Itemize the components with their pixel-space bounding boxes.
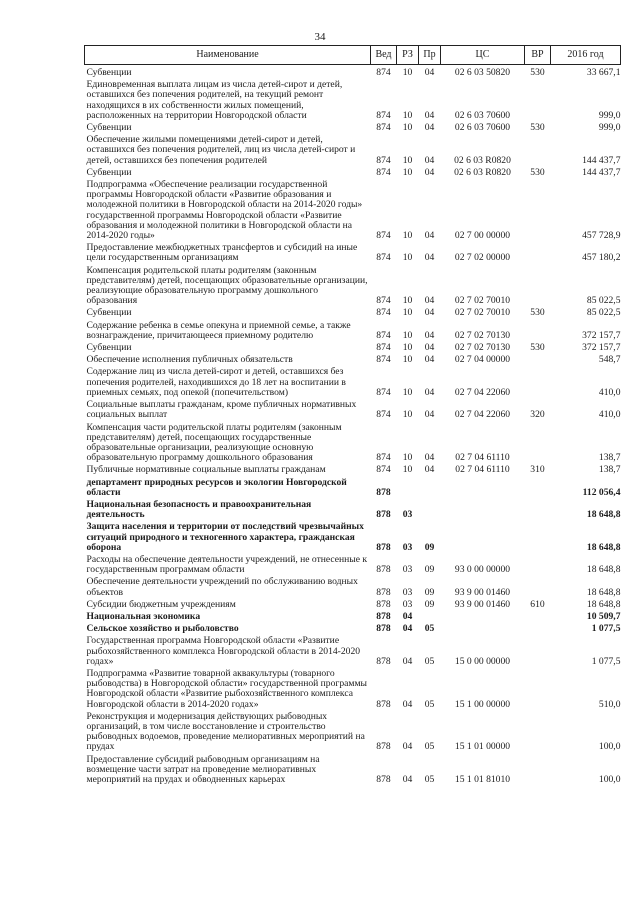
row-cs [441, 623, 525, 635]
row-cs: 02 7 04 22060 [454, 386, 511, 398]
row-ved: 874 [376, 295, 391, 307]
table-row [85, 499, 621, 521]
row-vr [525, 422, 551, 465]
row-rz: 04 [402, 610, 413, 622]
row-vr [525, 354, 551, 366]
row-vr [525, 79, 551, 122]
row-rz: 10 [402, 386, 413, 398]
row-pr: 04 [424, 252, 435, 264]
row-pr [419, 611, 441, 623]
row-ved: 874 [376, 67, 391, 78]
row-ved: 874 [376, 122, 391, 134]
row-rz: 10 [402, 452, 413, 464]
table-row [85, 422, 621, 465]
row-ved: 878 [376, 623, 391, 635]
row-rz: 10 [402, 354, 413, 366]
header-ved: Вед [371, 46, 397, 65]
row-pr: 05 [424, 623, 435, 635]
table-row [85, 554, 621, 576]
row-cs: 02 7 02 70130 [454, 342, 511, 354]
table-row [85, 179, 621, 242]
row-ved: 878 [376, 774, 391, 785]
header-vr: ВР [525, 46, 551, 65]
row-name: Содержание ребенка в семье опекуна и приемной семье, а также вознаграждение, причитающееся приемному родителю [86, 319, 351, 341]
row-vr [525, 521, 551, 554]
row-rz: 04 [402, 698, 413, 710]
row-name: Обеспечение деятельности учреждений по обслуживанию водных объектов [86, 576, 358, 598]
row-cs: 02 6 03 R0820 [454, 166, 511, 178]
row-amount: 138,7 [598, 452, 621, 464]
row-cs: 02 7 02 70010 [454, 295, 511, 307]
row-pr: 04 [424, 329, 435, 341]
row-rz: 10 [402, 122, 413, 134]
row-amount: 144 437,7 [582, 154, 621, 166]
row-cs: 02 6 03 70600 [454, 122, 511, 134]
row-rz: 03 [402, 509, 413, 521]
row-name: Субвенции [86, 307, 132, 319]
row-pr: 09 [424, 586, 435, 598]
row-vr [525, 499, 551, 521]
row-pr: 09 [424, 541, 435, 553]
row-amount: 410,0 [598, 386, 621, 398]
row-rz [397, 477, 419, 499]
row-amount: 18 648,8 [586, 541, 621, 553]
row-cs: 02 7 02 70010 [454, 307, 511, 319]
row-amount: 18 648,8 [586, 509, 621, 521]
row-pr: 04 [424, 230, 435, 242]
table-row [85, 167, 621, 179]
row-pr: 04 [424, 166, 435, 178]
row-cs: 15 1 01 81010 [454, 774, 511, 785]
row-name: Реконструкция и модернизация действующих рыбоводных организаций, в том числе восстановление и строительство рыбоводных водоемов, проведение мелиоративных мероприятий на прудах [86, 710, 365, 753]
row-rz: 04 [402, 774, 413, 785]
table-row [85, 134, 621, 167]
table-row [85, 65, 621, 80]
row-vr: 530 [530, 67, 545, 78]
row-cs: 02 7 04 61110 [455, 464, 510, 476]
row-cs: 02 6 03 70600 [454, 109, 511, 121]
table-row [85, 464, 621, 476]
row-amount: 999,0 [598, 122, 621, 134]
row-name: Обеспечение исполнения публичных обязательств [86, 354, 293, 366]
table-row [85, 307, 621, 319]
row-amount: 457 180,2 [582, 252, 621, 264]
row-vr [525, 134, 551, 167]
row-pr: 05 [424, 698, 435, 710]
row-pr: 04 [424, 154, 435, 166]
row-cs [441, 477, 525, 499]
row-cs: 93 0 00 00000 [454, 564, 511, 576]
row-rz: 10 [402, 342, 413, 354]
row-name: Расходы на обеспечение деятельности учреждений, не отнесенные к государственным программам области [86, 553, 368, 576]
row-name: Подпрограмма «Развитие товарной аквакультуры (товарного рыбоводства) в Новгородской области» государственной программы Новгородской области «Развитие рыбохозяйственного комплекса Новгородской области в 2014-2020 годах» [86, 667, 367, 710]
row-vr: 310 [530, 464, 545, 476]
row-ved: 878 [376, 598, 391, 610]
row-amount: 1 077,5 [591, 655, 621, 667]
row-amount: 999,0 [598, 109, 621, 121]
row-ved: 874 [376, 329, 391, 341]
header-name: Наименование [85, 46, 371, 65]
row-rz: 10 [402, 154, 413, 166]
row-cs: 02 6 03 R0820 [454, 154, 511, 166]
row-amount: 138,7 [598, 464, 621, 476]
row-vr [525, 242, 551, 264]
row-pr [419, 477, 441, 499]
header-year: 2016 год [551, 46, 621, 65]
row-pr: 04 [424, 67, 435, 78]
row-ved: 874 [376, 166, 391, 178]
row-rz: 10 [402, 329, 413, 341]
row-vr: 320 [530, 409, 545, 421]
row-ved: 878 [376, 486, 391, 498]
row-ved: 874 [376, 230, 391, 242]
row-pr: 09 [424, 564, 435, 576]
row-name: Национальная безопасность и правоохранительная деятельность [86, 498, 312, 521]
row-vr [525, 576, 551, 598]
row-amount: 100,0 [598, 774, 621, 785]
row-vr [525, 635, 551, 668]
row-amount: 10 509,7 [586, 610, 621, 622]
row-ved: 878 [376, 541, 391, 553]
row-pr: 04 [424, 409, 435, 421]
row-rz: 04 [402, 623, 413, 635]
header-pr: Пр [419, 46, 441, 65]
row-amount: 410,0 [598, 409, 621, 421]
table-row [85, 623, 621, 635]
row-rz: 03 [402, 541, 413, 553]
table-row [85, 265, 621, 308]
row-cs: 02 7 04 22060 [454, 409, 511, 421]
header-cs: ЦС [441, 46, 525, 65]
row-name: Субсидии бюджетным учреждениям [86, 598, 236, 610]
table-row [85, 711, 621, 754]
row-rz: 03 [402, 598, 413, 610]
row-vr [525, 179, 551, 242]
row-amount: 85 022,5 [586, 295, 621, 307]
row-vr: 610 [530, 598, 545, 610]
table-row [85, 635, 621, 668]
table-row [85, 366, 621, 399]
table-row [85, 477, 621, 499]
row-cs: 15 0 00 00000 [454, 655, 511, 667]
table-row [85, 79, 621, 122]
row-rz: 03 [402, 586, 413, 598]
row-cs: 15 1 00 00000 [454, 698, 511, 710]
row-vr [525, 611, 551, 623]
table-row [85, 320, 621, 342]
table-body [85, 65, 621, 787]
row-cs: 02 6 03 50820 [454, 67, 511, 78]
table-row [85, 354, 621, 366]
row-cs: 02 7 04 61110 [455, 452, 510, 464]
row-name: Государственная программа Новгородской области «Развитие рыбохозяйственного комплекса Новгородской области в 2014-2020 годах» [86, 635, 361, 667]
table-header-row [85, 46, 621, 65]
row-rz: 10 [402, 252, 413, 264]
row-vr: 530 [530, 122, 545, 134]
row-pr: 04 [424, 386, 435, 398]
row-amount: 85 022,5 [586, 307, 621, 319]
table-row [85, 342, 621, 354]
row-ved: 878 [376, 610, 391, 622]
row-ved: 878 [376, 741, 391, 753]
table-row [85, 576, 621, 598]
row-amount: 548,7 [598, 354, 621, 366]
row-ved: 874 [376, 109, 391, 121]
row-vr [525, 754, 551, 787]
header-rz: РЗ [397, 46, 419, 65]
table-row [85, 754, 621, 787]
row-ved: 874 [376, 452, 391, 464]
table-row [85, 599, 621, 611]
row-ved: 874 [376, 386, 391, 398]
row-cs: 02 7 02 00000 [454, 252, 511, 264]
row-pr: 04 [424, 109, 435, 121]
row-cs [441, 611, 525, 623]
row-amount: 372 157,7 [582, 342, 621, 354]
row-vr [525, 711, 551, 754]
row-pr: 04 [424, 342, 435, 354]
row-name: Национальная экономика [86, 610, 201, 622]
row-cs [441, 499, 525, 521]
row-pr: 05 [424, 741, 435, 753]
row-rz: 10 [402, 307, 413, 319]
row-name: Субвенции [86, 67, 132, 78]
row-vr [525, 554, 551, 576]
row-vr [525, 623, 551, 635]
row-name: Предоставление субсидий рыбоводным организациям на возмещение части затрат на проведение мелиоративных мероприятий на прудах и обводненных карьерах [86, 753, 320, 785]
row-name: Защита населения и территории от последствий чрезвычайных ситуаций природного и техногенного характера, гражданская оборона [86, 521, 364, 553]
row-name: Сельское хозяйство и рыболовство [86, 623, 239, 635]
row-cs: 93 9 00 01460 [454, 586, 511, 598]
page-number: 34 [314, 31, 326, 43]
row-pr: 05 [424, 774, 435, 785]
table-row [85, 242, 621, 264]
row-amount: 100,0 [598, 741, 621, 753]
row-name: Субвенции [86, 166, 132, 178]
row-ved: 874 [376, 409, 391, 421]
row-vr: 530 [530, 342, 545, 354]
row-rz: 10 [402, 230, 413, 242]
row-ved: 878 [376, 586, 391, 598]
row-cs: 02 7 04 00000 [454, 354, 511, 366]
row-cs: 93 9 00 01460 [454, 598, 511, 610]
row-pr: 04 [424, 452, 435, 464]
row-name: департамент природных ресурсов и экологии Новгородской области [86, 476, 347, 498]
row-ved: 878 [376, 509, 391, 521]
row-pr: 04 [424, 354, 435, 366]
row-name: Компенсация части родительской платы родителям (законным представителям) детей, посещающих государственные образовательные организации, реализующие основную образовательную программу дошкольного образования [86, 421, 342, 464]
row-amount: 372 157,7 [582, 329, 621, 341]
row-pr: 04 [424, 464, 435, 476]
row-pr: 09 [424, 598, 435, 610]
row-pr: 04 [424, 122, 435, 134]
row-vr: 530 [530, 166, 545, 178]
row-rz: 04 [402, 655, 413, 667]
row-ved: 878 [376, 655, 391, 667]
table-row [85, 399, 621, 421]
row-rz: 10 [402, 295, 413, 307]
table-row [85, 611, 621, 623]
table-row [85, 668, 621, 711]
row-amount: 18 648,8 [586, 586, 621, 598]
row-cs: 15 1 01 00000 [454, 741, 511, 753]
row-amount: 18 648,8 [586, 598, 621, 610]
row-amount: 510,0 [598, 698, 621, 710]
row-cs: 02 7 00 00000 [454, 230, 511, 242]
row-amount: 112 056,4 [582, 486, 621, 498]
row-vr [525, 366, 551, 399]
row-pr: 05 [424, 655, 435, 667]
row-name: Социальные выплаты гражданам, кроме публичных нормативных социальных выплат [86, 399, 357, 421]
row-rz: 10 [402, 109, 413, 121]
row-pr: 04 [424, 295, 435, 307]
row-pr [419, 499, 441, 521]
row-name: Обеспечение жилыми помещениями детей-сирот и детей, оставшихся без попечения родителей, лиц из числа детей-сирот и детей, оставшихся без попечения родителей [86, 134, 356, 166]
row-ved: 874 [376, 252, 391, 264]
row-rz: 10 [402, 409, 413, 421]
row-name: Публичные нормативные социальные выплаты гражданам [86, 464, 326, 476]
row-ved: 878 [376, 564, 391, 576]
row-rz: 03 [402, 564, 413, 576]
row-name: Единовременная выплата лицам из числа детей-сирот и детей, оставшихся без попечения родителей, на текущий ремонт находящихся в их собственности жилых помещений, расположенных на территории Новгородской области [86, 79, 343, 121]
row-amount: 1 077,5 [591, 623, 621, 635]
row-rz: 10 [402, 166, 413, 178]
row-rz: 10 [402, 464, 413, 476]
row-name: Содержание лиц из числа детей-сирот и детей, оставшихся без попечения родителей, находившихся до 18 лет на воспитании в приемных семьях, под опекой (попечительством) [86, 366, 346, 398]
row-pr: 04 [424, 307, 435, 319]
budget-table [84, 45, 621, 786]
row-name: Компенсация родительской платы родителям (законным представителям) детей, посещающих образовательные организации, реализующие образовательную программу дошкольного образования [86, 264, 368, 307]
row-ved: 878 [376, 698, 391, 710]
row-rz: 04 [402, 741, 413, 753]
row-amount: 457 728,9 [582, 230, 621, 242]
row-name: Подпрограмма «Обеспечение реализации государственной программы Новгородской области «Развитие образования и молодежной политики в Новгородской области на 2014-2020 годы» государственной программы Новгородской области «Развитие образования и молодежной политики в Новгородской области на 2014-2020 годы» [86, 179, 363, 242]
row-cs [441, 521, 525, 554]
row-amount: 33 667,1 [586, 67, 621, 78]
row-vr [525, 265, 551, 308]
row-ved: 874 [376, 464, 391, 476]
row-vr [525, 668, 551, 711]
row-amount: 18 648,8 [586, 564, 621, 576]
row-vr [525, 320, 551, 342]
row-ved: 874 [376, 342, 391, 354]
row-name: Предоставление межбюджетных трансфертов и субсидий на иные цели государственным организациям [86, 242, 358, 264]
row-amount: 144 437,7 [582, 166, 621, 178]
row-name: Субвенции [86, 122, 132, 134]
table-row [85, 122, 621, 134]
row-cs: 02 7 02 70130 [454, 329, 511, 341]
row-ved: 874 [376, 307, 391, 319]
row-ved: 874 [376, 154, 391, 166]
row-ved: 874 [376, 354, 391, 366]
table-row [85, 521, 621, 554]
row-vr: 530 [530, 307, 545, 319]
row-name: Субвенции [86, 342, 132, 354]
row-vr [525, 477, 551, 499]
row-rz: 10 [402, 67, 413, 78]
